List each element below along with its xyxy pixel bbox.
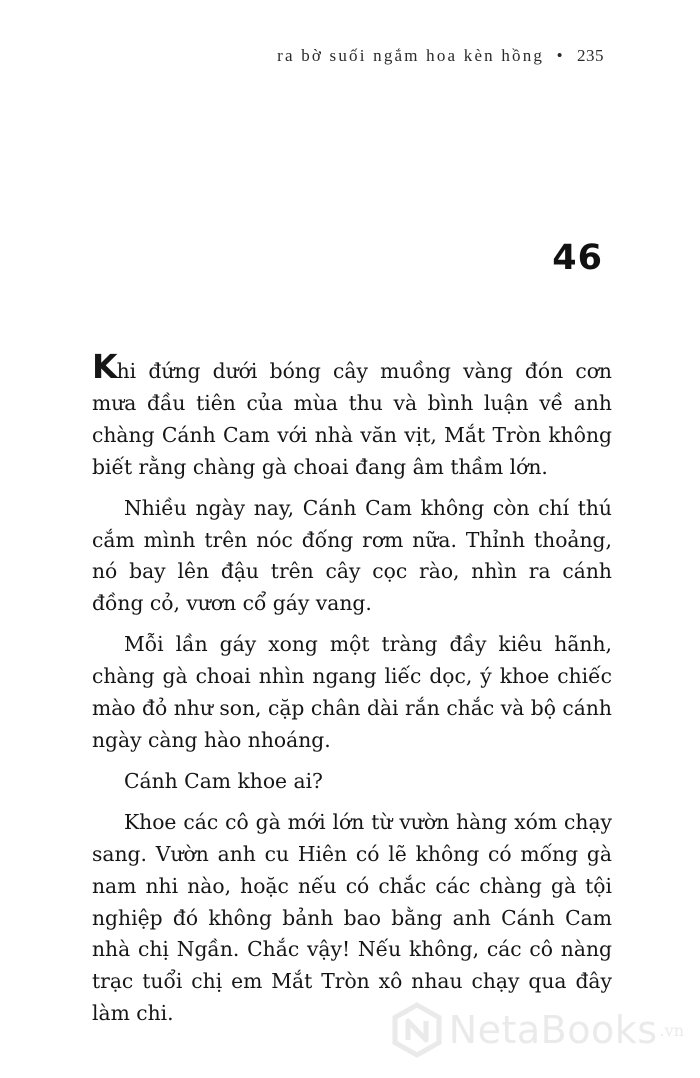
page-number: 235 <box>577 46 604 65</box>
paragraph-2: Nhiều ngày nay, Cánh Cam không còn chí thú cắm mình trên nóc đống rơm nữa. Thỉnh thoảng, nó bay lên đậu trên cây cọc rào, nhìn ra cánh đồng cỏ, vươn cổ gáy vang. <box>92 495 612 616</box>
running-title: ra bờ suối ngắm hoa kèn hồng <box>277 46 545 65</box>
chapter-number: 46 <box>552 238 603 278</box>
paragraph-4: Cánh Cam khoe ai? <box>124 768 323 793</box>
body-text <box>92 347 612 1039</box>
paragraph-3: Mỗi lần gáy xong một tràng đầy kiêu hãnh, chàng gà choai nhìn ngang liếc dọc, ý khoe chiếc mào đỏ như son, cặp chân dài rắn chắc và bộ cánh ngày càng hào nhoáng. <box>92 632 612 752</box>
watermark <box>389 1002 684 1058</box>
drop-cap: K <box>92 347 117 386</box>
paragraph-1 <box>92 347 612 484</box>
netabooks-logo-icon <box>389 1002 445 1058</box>
running-header <box>277 46 604 66</box>
header-separator: • <box>556 46 563 65</box>
paragraph-1-text: hi đứng dưới bóng cây muồng vàng đón cơn mưa đầu tiên của mùa thu và bình luận về anh chàng Cánh Cam với nhà văn vịt, Mắt Tròn không biết rằng chàng gà choai đang âm thầm lớn. <box>92 359 612 479</box>
watermark-suffix: .vn <box>659 1020 684 1040</box>
watermark-text: NetaBooks <box>448 1008 658 1052</box>
paragraph-5: Khoe các cô gà mới lớn từ vườn hàng xóm chạy sang. Vườn anh cu Hiên có lẽ không có mống gà nam nhi nào, hoặc nếu có chắc các chàng gà tội nghiệp đó không bảnh bao bằng anh Cánh Cam nhà chị Ngần. Chắc vậy! Nếu không, các cô nàng trạc tuổi chị em Mắt Tròn xô nhau chạy qua đây làm chi. <box>92 809 612 1026</box>
